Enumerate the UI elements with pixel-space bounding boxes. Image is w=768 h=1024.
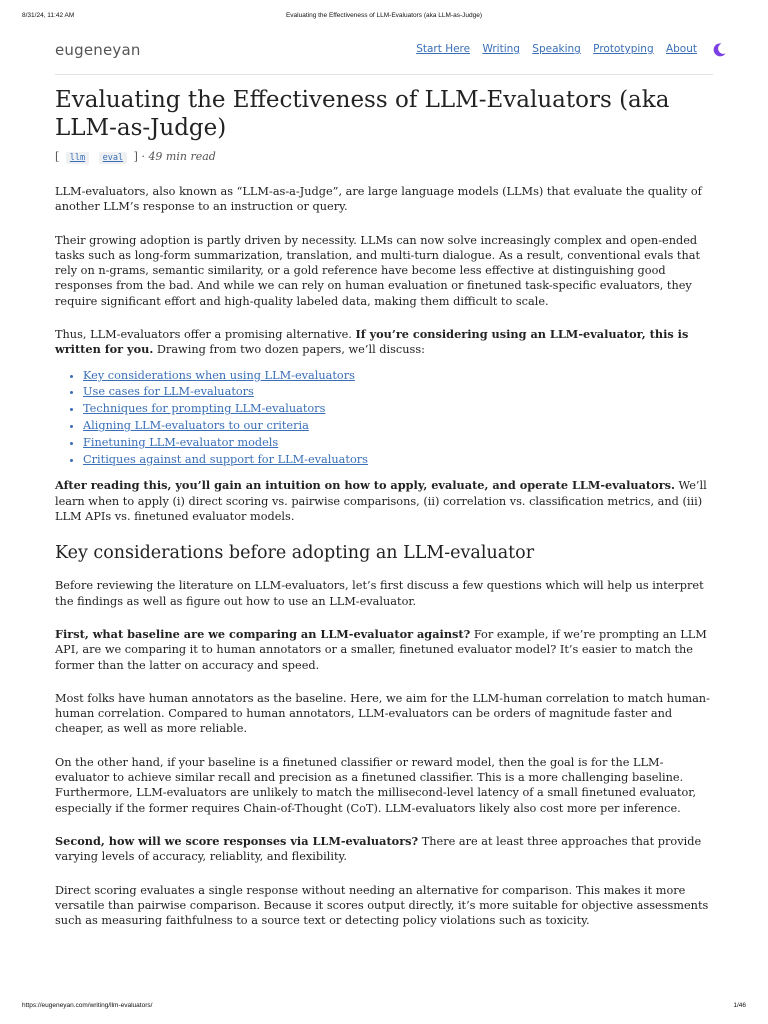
toc-link-finetuning[interactable]: Finetuning LLM-evaluator models [83,435,279,449]
section-heading: Key considerations before adopting an LLM-evaluator [55,543,535,564]
paragraph-alternative: Thus, LLM-evaluators offer a promising alternative. If you’re considering using an LLM-evaluator, this is written for you. Drawing from two dozen papers, we’ll discuss: [55,327,689,357]
tags-bracket-close: ] [133,150,138,163]
moon-icon[interactable] [711,42,727,58]
print-footer [22,1002,746,1012]
site-header [55,40,727,76]
paragraph-human-baseline: Most folks have human annotators as the baseline. Here, we aim for the LLM-human correlation to match human-human correlation. Compared to human annotators, LLM-evaluators can be orders of magnitude faster and cheaper, as well as more reliable. [55,691,710,736]
nav-about[interactable]: About [665,43,697,55]
article-meta [55,150,216,164]
toc-list [55,368,715,469]
print-page-number: 1/46 [733,1002,746,1009]
print-datetime: 8/31/24, 11:42 AM [22,12,75,19]
list-item [83,384,715,401]
list-item [83,401,715,418]
toc-link-use-cases[interactable]: Use cases for LLM-evaluators [83,385,254,399]
article-body [55,184,715,946]
main-nav [407,43,697,55]
header-divider [55,74,713,75]
paragraph-before-review: Before reviewing the literature on LLM-evaluators, let’s first discuss a few questions which will help us interpret the findings as well as figure out how to use an LLM-evaluator. [55,579,704,608]
print-url: https://eugeneyan.com/writing/llm-evaluators/ [22,1002,153,1009]
paragraph-adoption: Their growing adoption is partly driven by necessity. LLMs can now solve increasingly complex and open-ended tasks such as long-form summarization, translation, and multi-turn dialogue. As a result, conventional evals that rely on n-grams, semantic similarity, or a gold reference have become less effective at distinguishing good responses from the bad. And while we can rely on human evaluation or finetuned task-specific evaluators, they require significant effort and high-quality labeled data, making them difficult to scale. [55,233,701,308]
paragraph-direct-scoring: Direct scoring evaluates a single response without needing an alternative for comparison. This makes it more versatile than pairwise comparison. Because it scores output directly, it’s more suitable for objective assessments such as measuring faithfulness to a source text or detecting policy violations such as toxicity. [55,883,709,928]
list-item [83,368,715,385]
list-item [83,435,715,452]
tag-eval[interactable]: eval [99,152,127,164]
nav-prototyping[interactable]: Prototyping [593,43,654,55]
meta-separator: · [141,150,145,163]
nav-speaking[interactable]: Speaking [532,43,581,55]
toc-link-critiques[interactable]: Critiques against and support for LLM-evaluators [83,452,368,466]
tags-bracket-open: [ [55,150,60,163]
toc-link-prompting[interactable]: Techniques for prompting LLM-evaluators [83,402,326,416]
read-time: 49 min read [148,150,216,163]
print-header [22,12,746,22]
nav-start-here[interactable]: Start Here [416,43,471,55]
toc-link-aligning[interactable]: Aligning LLM-evaluators to our criteria [83,419,309,433]
paragraph-classifier-baseline: On the other hand, if your baseline is a finetuned classifier or reward model, then the goal is for the LLM-evaluator to achieve similar recall and precision as a finetuned classifier. This is a more challenging baseline. Furthermore, LLM-evaluators are unlikely to match the millisecond-level latency of a small finetuned evaluator, especially if the former requires Chain-of-Thought (CoT). LLM-evaluators likely also cost more per inference. [55,755,697,815]
article-title: Evaluating the Effectiveness of LLM-Evaluators (aka LLM-as-Judge) [55,87,670,141]
paragraph-outcomes: After reading this, you’ll gain an intuition on how to apply, evaluate, and operate LLM-evaluators. We’ll learn when to apply (i) direct scoring vs. pairwise comparisons, (ii) correlation vs. classification metrics, and (iii) LLM APIs vs. finetuned evaluator models. [55,478,707,524]
list-item [83,418,715,435]
print-doc-title: Evaluating the Effectiveness of LLM-Evaluators (aka LLM-as-Judge) [285,12,483,19]
tag-llm[interactable]: llm [66,152,89,164]
toc-link-key-considerations[interactable]: Key considerations when using LLM-evaluators [83,368,355,382]
paragraph-intro: LLM-evaluators, also known as “LLM-as-a-Judge”, are large language models (LLMs) that evaluate the quality of another LLM’s response to an instruction or query. [55,185,702,214]
paragraph-baseline: First, what baseline are we comparing an LLM-evaluator against? For example, if we’re prompting an LLM API, are we comparing it to human annotators or a smaller, finetuned evaluator model? It’s easier to match the former than the latter on accuracy and speed. [55,626,707,672]
nav-writing[interactable]: Writing [482,43,520,55]
list-item [83,452,715,469]
site-name-link[interactable]: eugeneyan [55,41,141,59]
paragraph-scoring: Second, how will we score responses via LLM-evaluators? There are at least three approaches that provide varying levels of accuracy, reliablity, and flexibility. [55,833,702,864]
